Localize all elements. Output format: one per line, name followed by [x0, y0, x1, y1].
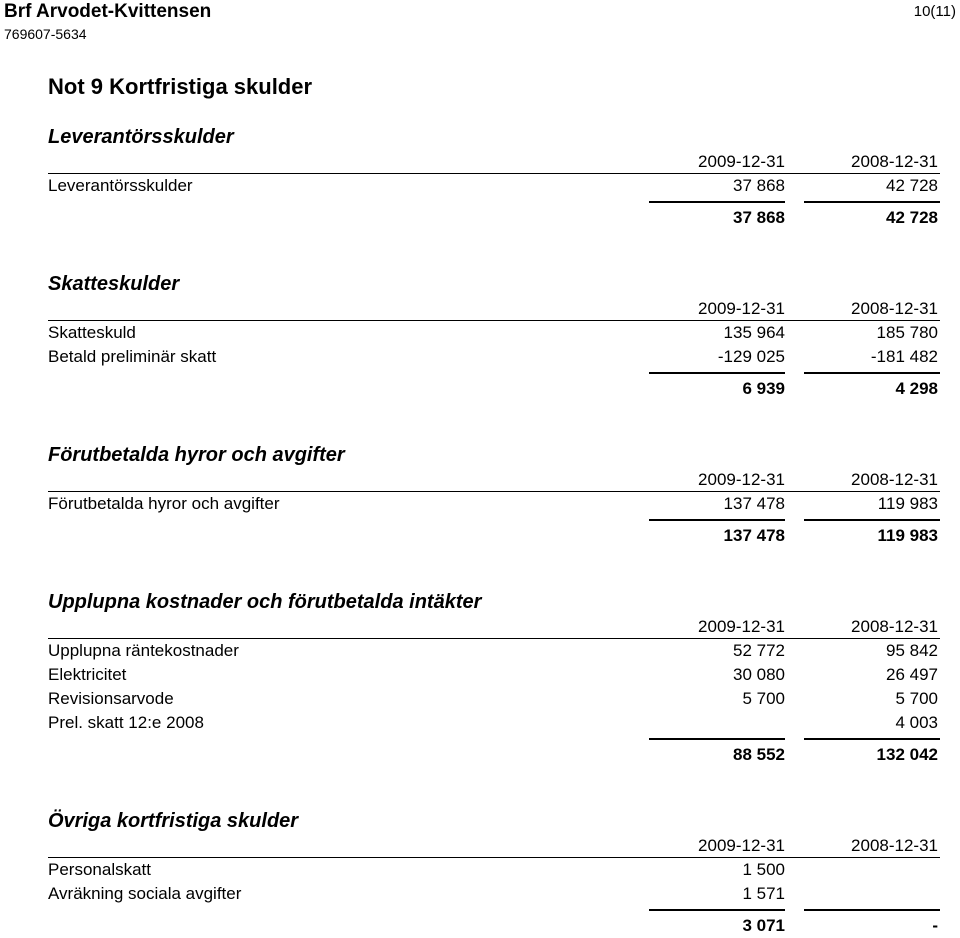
column-header-2009: 2009-12-31 [698, 299, 785, 318]
column-header-row [48, 297, 940, 321]
table-row [48, 858, 940, 882]
total-row [48, 743, 940, 767]
column-header-2009: 2009-12-31 [698, 470, 785, 489]
row-value-2009: 1 571 [742, 884, 785, 903]
row-label: Betald preliminär skatt [48, 347, 217, 366]
total-row [48, 206, 940, 230]
section-skatteskulder [48, 271, 940, 401]
row-label: Elektricitet [48, 665, 127, 684]
section-title: Skatteskulder [48, 273, 180, 295]
table-row [48, 639, 940, 663]
total-value-2008: 42 728 [886, 208, 938, 227]
row-value-2008: 5 700 [895, 689, 938, 708]
sum-rule [48, 516, 940, 524]
column-header-2009: 2009-12-31 [698, 152, 785, 171]
row-value-2009: 37 868 [733, 176, 785, 195]
column-header-row [48, 468, 940, 492]
table-row [48, 663, 940, 687]
sum-rule [48, 735, 940, 743]
row-value-2009: 52 772 [733, 641, 785, 660]
total-value-2008: - [932, 916, 938, 935]
sum-rule [48, 198, 940, 206]
table-row [48, 687, 940, 711]
total-row [48, 914, 940, 938]
row-value-2009: 137 478 [723, 494, 785, 513]
row-value-2008: 26 497 [886, 665, 938, 684]
column-header-2008: 2008-12-31 [851, 470, 938, 489]
column-header-row [48, 834, 940, 858]
total-value-2009: 88 552 [733, 745, 785, 764]
table-row [48, 174, 940, 198]
table-row [48, 321, 940, 345]
table-row [48, 882, 940, 906]
table-row [48, 711, 940, 735]
column-header-row [48, 615, 940, 639]
row-value-2009: 5 700 [742, 689, 785, 708]
row-value-2009: 1 500 [742, 860, 785, 879]
section-title: Förutbetalda hyror och avgifter [48, 444, 345, 466]
total-value-2009: 137 478 [723, 526, 785, 545]
total-row [48, 377, 940, 401]
total-value-2008: 132 042 [876, 745, 938, 764]
row-label: Skatteskuld [48, 323, 136, 342]
row-label: Revisionsarvode [48, 689, 174, 708]
section-forutbetalda-hyror [48, 442, 940, 548]
row-value-2009: 135 964 [723, 323, 785, 342]
row-value-2008: -181 482 [870, 347, 938, 366]
section-upplupna-kostnader [48, 589, 940, 767]
row-label: Prel. skatt 12:e 2008 [48, 713, 204, 732]
total-row [48, 524, 940, 548]
total-value-2009: 3 071 [742, 916, 785, 935]
section-leverantorsskulder [48, 124, 940, 230]
row-value-2009: 30 080 [733, 665, 785, 684]
column-header-2008: 2008-12-31 [851, 836, 938, 855]
table-row [48, 345, 940, 369]
column-header-2008: 2008-12-31 [851, 299, 938, 318]
row-value-2009: -129 025 [717, 347, 785, 366]
total-value-2009: 37 868 [733, 208, 785, 227]
section-title: Upplupna kostnader och förutbetalda intäkter [48, 591, 482, 613]
header-org-name: Brf Arvodet-Kvittensen [4, 1, 212, 22]
column-header-row [48, 150, 940, 174]
header-org-number: 769607-5634 [4, 26, 87, 42]
row-label: Avräkning sociala avgifter [48, 884, 242, 903]
column-header-2009: 2009-12-31 [698, 617, 785, 636]
column-header-2008: 2008-12-31 [851, 152, 938, 171]
page-number: 10(11) [913, 3, 956, 20]
total-value-2008: 4 298 [895, 379, 938, 398]
row-label: Upplupna räntekostnader [48, 641, 239, 660]
total-value-2009: 6 939 [742, 379, 785, 398]
row-value-2008: 42 728 [886, 176, 938, 195]
row-label: Förutbetalda hyror och avgifter [48, 494, 280, 513]
row-value-2008: 185 780 [876, 323, 938, 342]
row-value-2008: 119 983 [877, 494, 938, 513]
row-value-2008: 4 003 [895, 713, 938, 732]
section-ovriga-kortfristiga-skulder [48, 808, 940, 938]
table-row [48, 492, 940, 516]
sum-rule [48, 369, 940, 377]
sum-rule [48, 906, 940, 914]
column-header-2009: 2009-12-31 [698, 836, 785, 855]
note-title: Not 9 Kortfristiga skulder [48, 74, 313, 99]
section-title: Leverantörsskulder [48, 126, 234, 148]
row-label: Leverantörsskulder [48, 176, 193, 195]
row-label: Personalskatt [48, 860, 151, 879]
section-title: Övriga kortfristiga skulder [48, 810, 299, 832]
row-value-2008: 95 842 [886, 641, 938, 660]
column-header-2008: 2008-12-31 [851, 617, 938, 636]
total-value-2008: 119 983 [877, 526, 938, 545]
